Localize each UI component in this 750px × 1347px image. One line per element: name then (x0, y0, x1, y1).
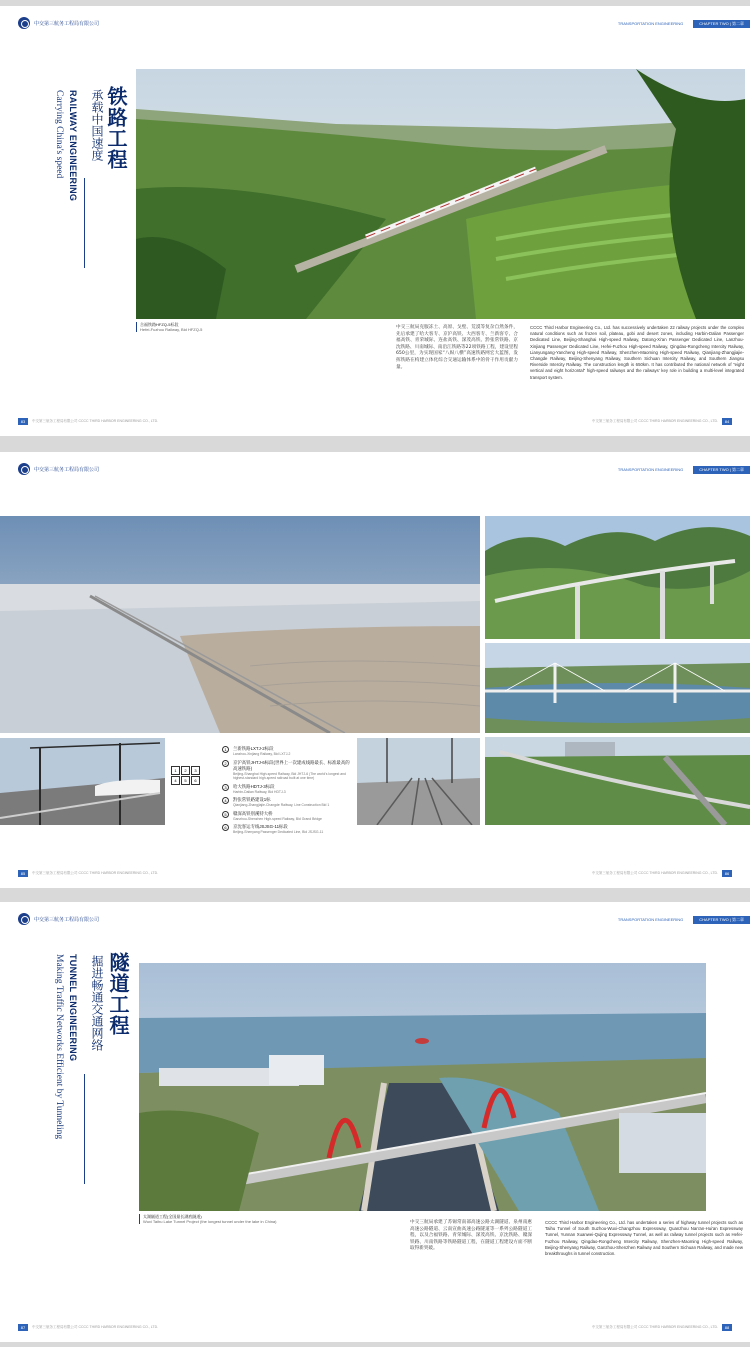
header-right (618, 19, 750, 28)
caption-bar (136, 322, 137, 332)
title-divider (84, 178, 85, 268)
list-item (222, 824, 352, 835)
company-logo-icon (18, 463, 30, 475)
list-item (222, 797, 352, 808)
company-logo-icon (18, 913, 30, 925)
list-item (222, 746, 352, 757)
railway-projects-spread (0, 452, 750, 888)
header-right-text: TRANSPORTATION ENGINEERING (617, 917, 684, 922)
body-text-en: CCCC Third Harbor Engineering Co., Ltd. has successively undertaken 22 railway projects under the complex natural conditions such as frozen soil, plateau, gobi and desert zones, including Harbin-Dalian Passenger Dedicated Line, Beijing-Shanghai High-speed Railway, Datong-Xi'an Passenger Dedicated Line, Lanzhou-Xinjiang Passenger Dedicated Line, Hefei-Fuzhou High-speed Railway, Qingdao-Rongcheng Intercity Railway, Lianyungang-Yancheng High-speed Railway, Shenzhen-Maoming High-speed Railway, Qianjiang-Zhangjiajie-Changde Railway, Beijing-Shenyang Railway, Southern Sichuan Intercity Railway, and Southern Jiangsu Riverside Intercity Railway. The construction length is 650km. It has contributed the national network of "eight vertical and eight horizontal" high-speed railways and the railways' key role in building a multi-level integrated transport system. (530, 325, 744, 380)
list-item-en: Beijing-Shenyang Passenger Dedicated Line, Bid JSJSG-11 (233, 830, 324, 834)
page-title-en: TUNNEL ENGINEERING (68, 954, 78, 1062)
list-number: 2 (222, 760, 229, 767)
railway-track-photo (357, 738, 480, 825)
page-title: 隧道工程 (106, 952, 130, 1036)
list-item-en: Ganzhou-Shenzhen High-speed Railway, Bid Grand Bridge (233, 816, 322, 821)
list-item-en: Lanzhou-Xinjiang Railway, Bid LXTJ-2 (233, 752, 291, 756)
high-speed-train-station-photo (0, 738, 165, 825)
photo-caption-en: Hefei-Fuzhou Railway, Bid HFZQ-5 (140, 327, 203, 332)
railway-engineering-spread (0, 6, 750, 436)
list-item (222, 784, 352, 795)
page-header (18, 462, 99, 476)
list-item-cn: 赣深高铁别溪特大桥 (233, 810, 273, 816)
company-name: 中交第三航务工程局有限公司 (34, 20, 100, 27)
body-text-cn: 中交三航局承建了苏锡常南部高速公路太湖隧道、泉州南惠高速公路隧道、云南宣曲高速公路隧道等一系列公路隧道工程，以及合福铁路、青荣城际、深茂高铁、京沈铁路、赣深铁路、川南铁路等铁路隧道工程，在隧道工程建设方面不断取得新突破。 (410, 1220, 532, 1252)
page-number-left: 83 (18, 418, 28, 425)
viaduct-city-photo (485, 737, 750, 825)
page-footer (18, 1324, 732, 1332)
photo-caption (143, 1214, 277, 1224)
header-right (618, 465, 750, 474)
list-item-en: Harbin-Dalian Railway, Bid HDTJ-3 (233, 789, 286, 794)
list-item-en: Beijing-Shanghai High-speed Railway, Bid JHTJ-6 (The world's longest and highest-standard high-speed railroad built at one time) (233, 771, 346, 780)
footer-text-left: 中交第三航务工程局有限公司 CCCC THIRD HARBOR ENGINEERING CO., LTD. (32, 871, 159, 876)
grid-cell: 3 (191, 766, 200, 775)
list-number: 5 (222, 811, 229, 818)
railway-snow-plain-photo (0, 516, 480, 733)
page-header (18, 912, 99, 926)
chapter-badge: CHAPTER TWO | 第二章 (693, 916, 750, 924)
page-subtitle: 承载中国速度 (90, 89, 104, 161)
photo-index-grid (171, 766, 217, 788)
chapter-badge: CHAPTER TWO | 第二章 (693, 466, 750, 474)
photo-caption (140, 322, 202, 332)
tunnel-engineering-spread (0, 902, 750, 1342)
page-title: 铁路工程 (104, 86, 128, 170)
list-number: 4 (222, 797, 229, 804)
photo-caption-cn: 太湖隧道工程(全国最长湖底隧道) (143, 1214, 202, 1219)
page-number-left: 85 (18, 870, 28, 877)
page-number-right: 88 (722, 1324, 732, 1331)
footer-text-right: 中交第三航务工程局有限公司 CCCC THIRD HARBOR ENGINEERING CO., LTD. (591, 871, 718, 876)
list-item (222, 811, 352, 822)
company-logo-icon (18, 17, 30, 29)
page-header (18, 16, 99, 30)
taihu-tunnel-photo (139, 963, 706, 1211)
page-subtitle: 掘进畅通交通网络 (90, 955, 104, 1051)
page-subtitle-en: Making Traffic Networks Efficient by Tunneling (54, 954, 64, 1140)
grid-cell: 2 (181, 766, 190, 775)
header-right-text: TRANSPORTATION ENGINEERING (617, 21, 684, 26)
grid-cell: 5 (181, 776, 190, 785)
list-item-en: Qianjiang-Zhangjiajie-Changde Railway, Line Construction Bid 1 (233, 803, 330, 807)
footer-text-left: 中交第三航务工程局有限公司 CCCC THIRD HARBOR ENGINEERING CO., LTD. (32, 1325, 159, 1330)
list-item-cn: 京沪高铁JHTJ-6标段(世界上一次建成线路最长、标准最高的高速铁路) (233, 759, 350, 771)
page-title-en: RAILWAY ENGINEERING (68, 90, 78, 202)
chapter-badge: CHAPTER TWO | 第二章 (693, 20, 750, 28)
footer-text-left: 中交第三航务工程局有限公司 CCCC THIRD HARBOR ENGINEERING CO., LTD. (32, 419, 159, 424)
body-text-cn: 中交三航局克服冻土、高原、戈壁、荒漠等复杂自然条件，先后承建了哈大客专、京沪高铁、大西客专、兰新客专、合福高铁、青荣城际、连盐高铁、深茂高铁、黔张常铁路、京沈铁路、川南城际、南沿江铁路等22项铁路工程，建设里程650公里，为实现国家“八纵八横”高速铁路网宏大蓝图，发挥铁路在构建立体化综合交通运输体系中的骨干作用贡献力量。 (396, 325, 518, 370)
cable-stayed-bridge-photo (485, 643, 750, 733)
list-item-cn: 京沈客运专线JSJSG-11标段 (233, 824, 288, 829)
page-number-left: 87 (18, 1324, 28, 1331)
list-number: 3 (222, 784, 229, 791)
list-number: 6 (222, 824, 229, 831)
list-item (222, 760, 352, 781)
list-item-cn: 哈大铁路HDTJ-3标段 (233, 783, 275, 789)
title-divider (84, 1074, 85, 1184)
grid-cell: 4 (171, 776, 180, 785)
page-subtitle-en: Carrying China's speed (54, 90, 64, 179)
list-item-cn: 黔张常铁路建设1标 (233, 797, 271, 802)
grid-cell: 1 (171, 766, 180, 775)
page-footer (18, 418, 732, 426)
list-number: 1 (222, 746, 229, 753)
photo-caption-cn: 合福铁路HFZQ-5标段 (140, 322, 179, 327)
footer-text-right: 中交第三航务工程局有限公司 CCCC THIRD HARBOR ENGINEERING CO., LTD. (591, 419, 718, 424)
page-footer (18, 870, 732, 878)
page-number-right: 86 (722, 870, 732, 877)
grid-cell: 6 (191, 776, 200, 785)
project-list (222, 746, 352, 838)
photo-caption-en: Wuxi Taihu Lake Tunnel Project (the longest tunnel under the lake in China) (143, 1219, 277, 1224)
company-name: 中交第三航务工程局有限公司 (34, 466, 100, 473)
header-right (618, 915, 750, 924)
page-number-right: 84 (722, 418, 732, 425)
header-right-text: TRANSPORTATION ENGINEERING (617, 467, 684, 472)
caption-bar (139, 1214, 140, 1224)
railway-hero-photo (136, 69, 745, 319)
footer-text-right: 中交第三航务工程局有限公司 CCCC THIRD HARBOR ENGINEERING CO., LTD. (591, 1325, 718, 1330)
railway-bridge-valley-photo (485, 516, 750, 639)
company-name: 中交第三航务工程局有限公司 (34, 916, 100, 923)
body-text-en: CCCC Third Harbor Engineering Co., Ltd. has undertaken a series of highway tunnel projects such as Taihu Tunnel of South Suzhou-Wuxi-Changzhou Expressway, Quanzhou Nan'an-Hui'an Expressway Tunnel, Yunnan Xuanwei-Qujing Expressway Tunnel, as well as railway tunnel projects such as Hefei-Fuzhou Railway, Qingdao-Rongcheng Intercity Railway, Shenzhen-Maoming High-speed Railway, Beijing-Shenyang Railway, Ganzhou-Shenzhen Railway and Southern Sichuan Railway, and made new breakthroughs in tunnel construction. (545, 1220, 743, 1257)
list-item-cn: 兰新铁路LXTJ-2标段 (233, 746, 274, 751)
